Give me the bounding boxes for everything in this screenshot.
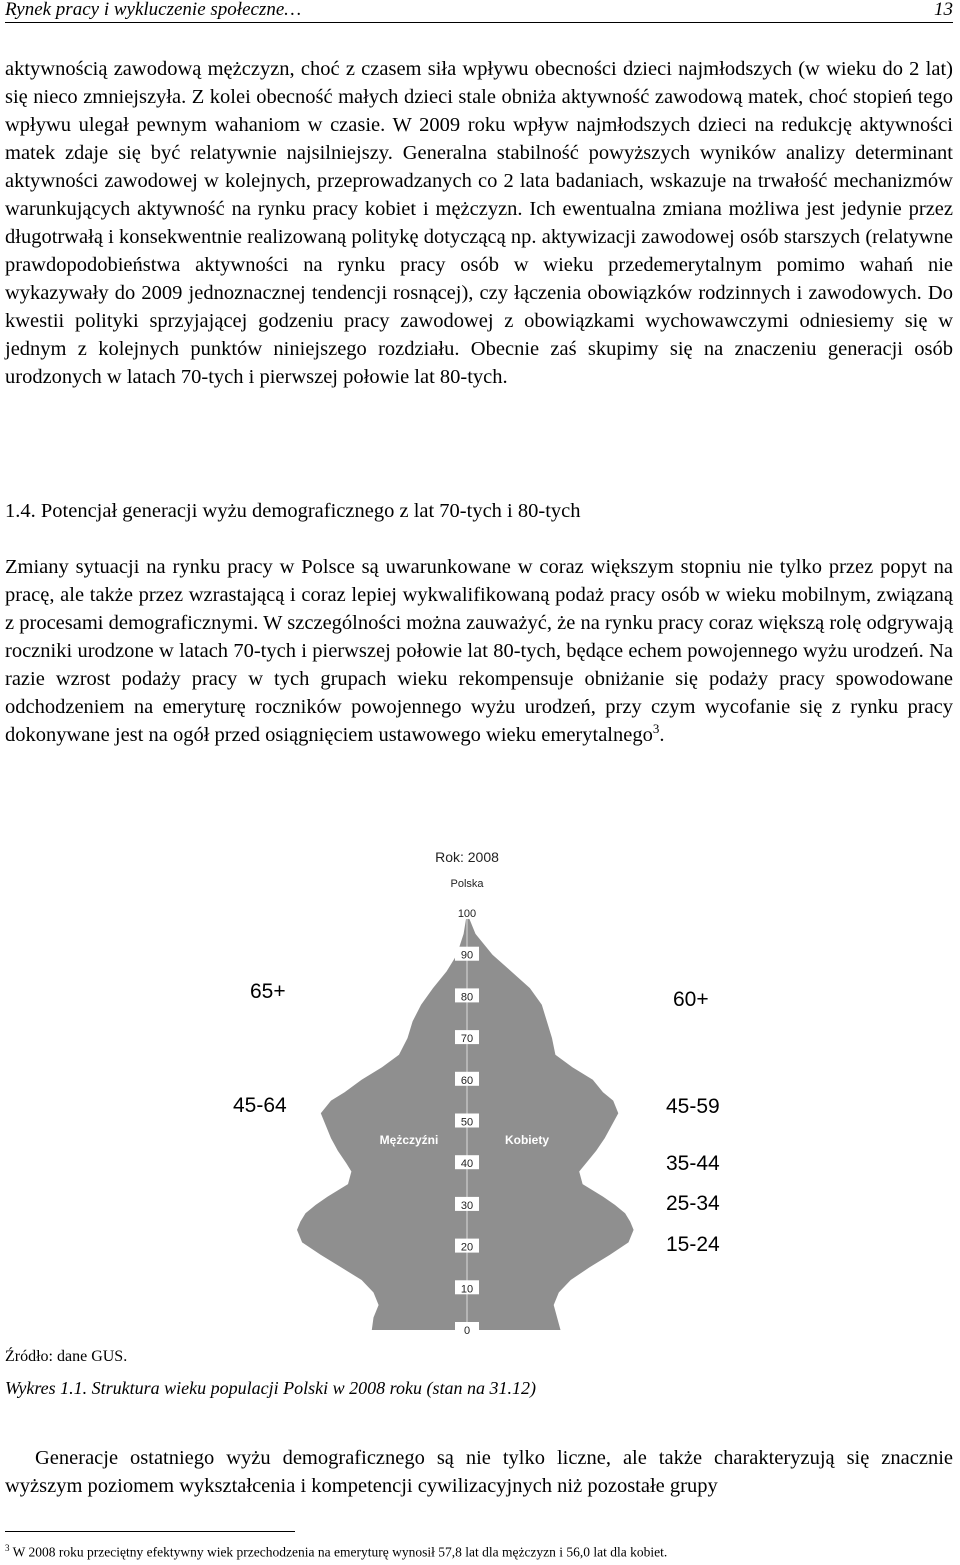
paragraph-2 — [5, 553, 953, 749]
chart-subtitle: Polska — [450, 878, 484, 890]
age-tick-label: 90 — [460, 949, 474, 962]
age-tick-label: 100 — [457, 908, 477, 920]
section-heading: 1.4. Potencjał generacji wyżu demograficznego z lat 70-tych i 80-tych — [5, 500, 581, 522]
age-tick-label: 30 — [460, 1199, 474, 1212]
running-header-title: Rynek pracy i wykluczenie społeczne… — [5, 0, 302, 20]
figure-source: Źródło: dane GUS. — [5, 1348, 128, 1365]
chart-title: Rok: 2008 — [435, 849, 499, 865]
age-tick-label: 20 — [460, 1241, 474, 1254]
band-label-right-25-34: 25-34 — [666, 1192, 720, 1215]
age-tick-label: 50 — [460, 1116, 474, 1129]
female-series-label: Kobiety — [504, 1133, 550, 1147]
band-label-right-35-44: 35-44 — [666, 1152, 720, 1175]
age-tick-label: 70 — [460, 1033, 474, 1046]
age-tick-label: 80 — [460, 991, 474, 1004]
band-label-left-45-64: 45-64 — [233, 1094, 287, 1117]
band-label-right-15-24: 15-24 — [666, 1233, 720, 1256]
population-pyramid-figure — [0, 835, 960, 1345]
band-label-right-60plus: 60+ — [673, 988, 709, 1011]
footnote-text: W 2008 roku przeciętny efektywny wiek przechodzenia na emeryturę wynosił 57,8 lat dla mężczyzn i 56,0 lat dla kobiet. — [9, 1544, 668, 1560]
band-label-left-65plus: 65+ — [250, 980, 286, 1003]
footnote-number: 3 — [5, 1543, 10, 1553]
footnote-separator — [5, 1531, 295, 1532]
page-number: 13 — [934, 0, 953, 20]
population-pyramid-chart — [0, 835, 960, 1345]
paragraph-1: aktywnością zawodową mężczyzn, choć z czasem siła wpływu obecności dzieci najmłodszych (w wieku do 2 lat) się nieco zmniejszyła. Z kolei obecność małych dzieci stale obniża aktywność zawodową matek, choć stopień tego wpływu ulegał pewnym wahaniom w czasie. W 2009 roku wpływ najmłodszych dzieci na redukcję aktywności matek zdaje się być relatywnie najsilniejszy. Generalna stabilność powyższych wyników analizy determinant aktywności zawodowej w kolejnych, przeprowadzanych co 2 lata badaniach, wskazuje na trwałość mechanizmów warunkujących aktywność na rynku pracy kobiet i mężczyzn. Ich ewentualna zmiana możliwa jest jedynie przez długotrwałą i konsekwentnie realizowaną politykę dotyczącą np. aktywizacji zawodowej osób starszych (relatywne prawdopodobieństwa aktywności na rynku pracy osób w wieku przedemerytalnym pomimo wahań nie wykazywały do 2009 jednoznacznej tendencji rosnącej), czy łączenia obowiązków rodzinnych i zawodowych. Do kwestii polityki sprzyjającej godzeniu pracy zawodowej z obowiązkami wychowawczymi odniesiemy się w jednym z kolejnych punktów niniejszego rozdziału. Obecnie zaś skupimy się na znaczeniu generacji osób urodzonych w latach 70-tych i pierwszej połowie lat 80-tych. — [5, 58, 953, 388]
figure-caption: Wykres 1.1. Struktura wieku populacji Polski w 2008 roku (stan na 31.12) — [5, 1378, 536, 1398]
running-header — [5, 0, 953, 23]
age-tick-label: 0 — [463, 1325, 471, 1337]
paragraph-2-text: Zmiany sytuacji na rynku pracy w Polsce są uwarunkowane w coraz większym stopniu nie tylko przez popyt na pracę, ale także przez wzrastającą i coraz lepiej wykwalifikowaną podaż pracy osób w wieku mobilnym, związaną z procesami demograficznymi. W szczególności można zauważyć, że na rynku pracy coraz większą rolę odgrywają roczniki urodzone w latach 70-tych i pierwszej połowie lat 80-tych, będące echem powojennego wyżu urodzeń. Na razie wzrost podaży pracy w tych grupach wieku rekompensuje obniżanie się podaży pracy spowodowane odchodzeniem na emeryturę roczników powojennego wyżu urodzeń, przy czym wycofanie się z rynku pracy dokonywane jest na ogół przed osiągnięciem ustawowego wieku emerytalnego — [5, 556, 953, 746]
paragraph-3: Generacje ostatniego wyżu demograficznego są nie tylko liczne, ale także charakteryzują się znacznie wyższym poziomem wykształcenia i kompetencji cywilizacyjnych niż pozostałe grupy — [5, 1447, 953, 1497]
male-series-label: Mężczyźni — [379, 1133, 439, 1147]
footnote — [5, 1543, 667, 1561]
age-tick-label: 60 — [460, 1074, 474, 1087]
paragraph-2-end: . — [659, 724, 665, 746]
age-tick-label: 40 — [460, 1158, 474, 1171]
band-label-right-45-59: 45-59 — [666, 1095, 720, 1118]
age-tick-label: 10 — [460, 1283, 474, 1296]
footnote-reference[interactable]: 3 — [652, 721, 660, 737]
